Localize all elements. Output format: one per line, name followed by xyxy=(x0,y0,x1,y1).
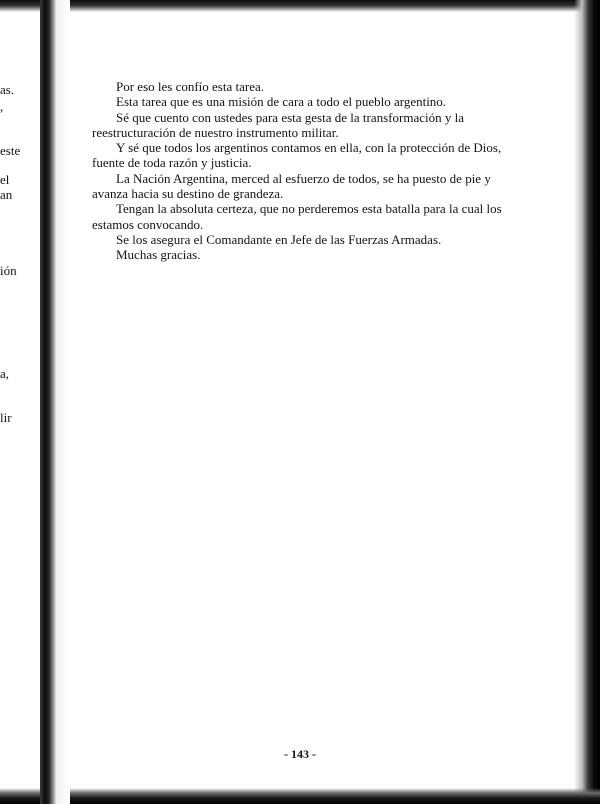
paragraph: Muchas gracias. xyxy=(116,247,201,263)
paragraph: Por eso les confío esta tarea. xyxy=(116,79,265,94)
facing-page-text: lir xyxy=(0,410,12,425)
paragraph: La Nación Argentina, merced al esfuerzo de todos, se ha puesto de pie y avanza hacia su destino de grandeza. xyxy=(92,170,491,202)
scan-top-edge xyxy=(0,0,600,12)
facing-page-text: as. xyxy=(0,82,15,97)
facing-page-text: an xyxy=(0,187,13,202)
paragraph: Tengan la absoluta certeza, que no perderemos esta batalla para la cual los estamos convocando. xyxy=(92,201,502,232)
facing-page-text: este xyxy=(0,143,21,158)
paragraph: Esta tarea que es una misión de cara a todo el pueblo argentino. xyxy=(116,94,447,110)
page-number: - 143 - xyxy=(284,747,316,761)
facing-page-fragment xyxy=(0,0,40,804)
gutter-shadow xyxy=(56,0,70,804)
scan-right-edge xyxy=(574,0,600,804)
paragraph: Se los asegura el Comandante en Jefe de las Fuerzas Armadas. xyxy=(116,231,442,247)
page-body xyxy=(92,79,524,263)
facing-page-text: , xyxy=(0,99,4,114)
paragraph: Sé que cuento con ustedes para esta gesta de la transformación y la reestructuración de nuestro instrumento militar. xyxy=(92,109,464,140)
scan-bottom-edge xyxy=(0,788,600,804)
book-gutter xyxy=(40,0,56,804)
facing-page-text: a, xyxy=(0,366,10,381)
paragraph: Y sé que todos los argentinos contamos en ella, con la protección de Dios, fuente de toda razón y justicia. xyxy=(92,140,502,171)
facing-page-text: ión xyxy=(0,263,17,278)
facing-page-text: el xyxy=(0,172,10,187)
